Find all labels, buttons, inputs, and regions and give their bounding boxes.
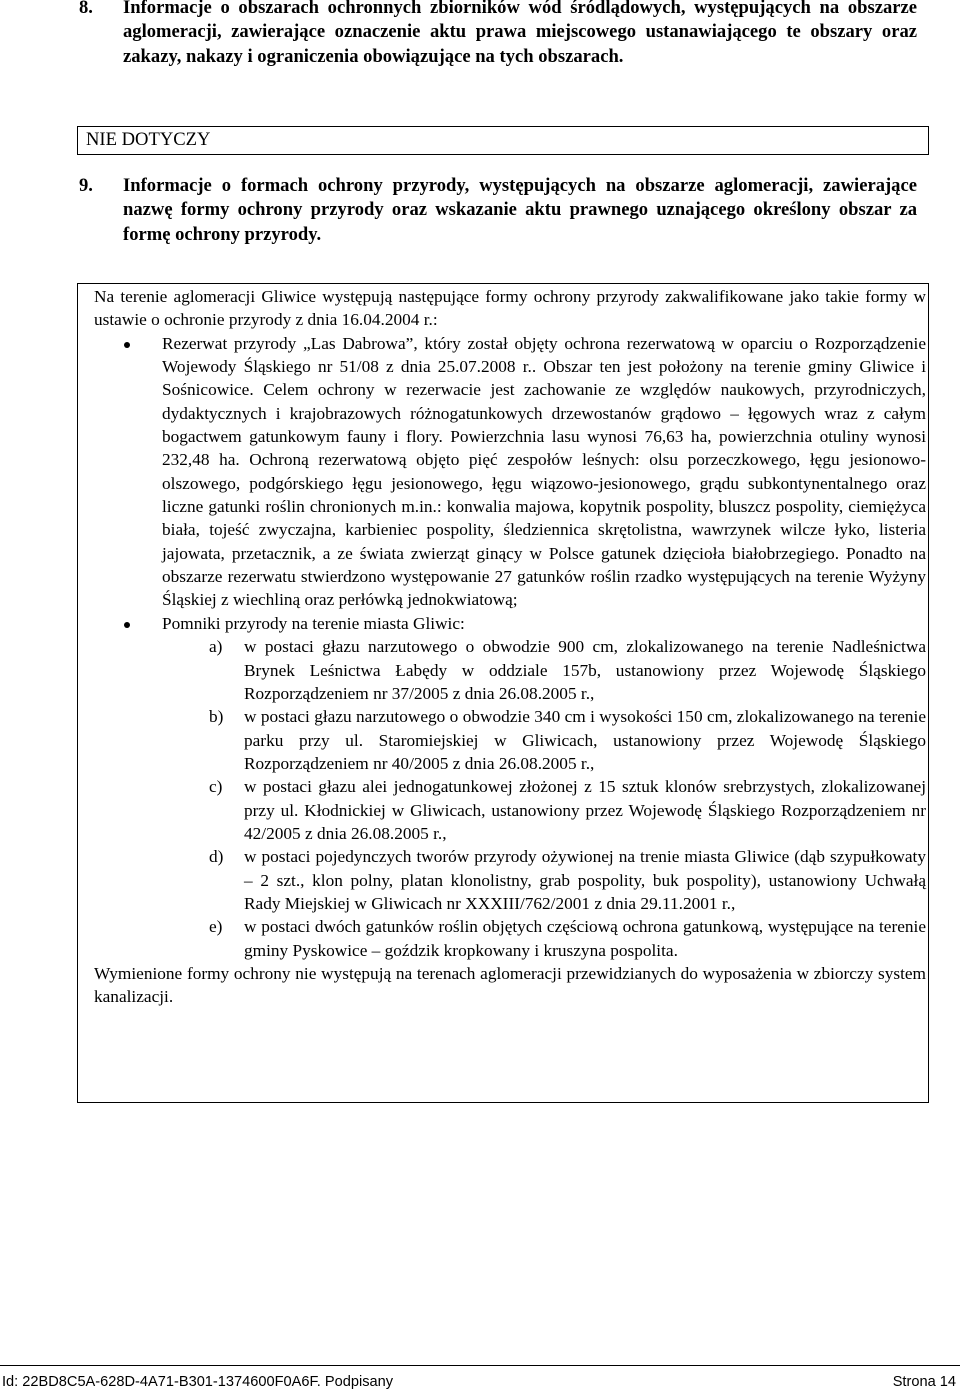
- item-text: w postaci głazu narzutowego o obwodzie 900 cm, zlokalizowanego na terenie Nadleśnictwa Brynek Leśnictwa Łabędy w oddziale 157b, ustanowiony przez Wojewodę Śląskiego Rozporządzeniem nr 37/2005 z dnia 26.08.2005 r.,: [244, 637, 926, 703]
- section-title: Informacje o formach ochrony przyrody, występujących na obszarze aglomeracji, zawierające nazwę formy ochrony przyrody oraz wskazanie aktu prawnego uznającego określony obszar za formę ochrony przyrody.: [123, 175, 917, 245]
- section-9-heading: [79, 174, 917, 247]
- item-text: w postaci głazu alei jednogatunkowej złożonej z 15 sztuk klonów srebrzystych, zlokalizowanej przy ul. Kłodnickiej w Gliwicach, ustanowiony przez Wojewodę Śląskiego Rozporządzeniem nr 42/2005 z dnia 26.08.2005 r.,: [244, 777, 926, 843]
- item-text: w postaci głazu narzutowego o obwodzie 340 cm i wysokości 150 cm, zlokalizowanego na terenie parku przy ul. Staromiejskiej w Gliwicach, ustanowiony przez Wojewodę Śląskiego Rozporządzeniem nr 40/2005 z dnia 26.08.2005 r.,: [244, 707, 926, 773]
- item-label: e): [209, 917, 223, 937]
- nature-protection-box: [77, 283, 929, 1103]
- bullet-icon: [124, 342, 130, 348]
- section-title: Informacje o obszarach ochronnych zbiorników wód śródlądowych, występujących na obszarze aglomeracji, zawierające oznaczenie aktu prawa miejscowego ustanawiającego te obszary oraz zakazy, nakazy i ograniczenia obowiązujące na tych obszarach.: [123, 0, 917, 67]
- bullet-text: Pomniki przyrody na terenie miasta Gliwic:: [162, 613, 465, 633]
- page-footer: [0, 1365, 960, 1390]
- list-item: [94, 635, 926, 705]
- item-label: c): [209, 777, 223, 797]
- box-content: [94, 285, 926, 1009]
- list-item: [94, 705, 926, 775]
- intro-paragraph: Na terenie aglomeracji Gliwice występują następujące formy ochrony przyrody zakwalifikowane jako takie formy w ustawie o ochronie przyrody z dnia 16.04.2004 r.:: [94, 287, 926, 330]
- item-label: d): [209, 847, 224, 867]
- page-number: Strona 14: [892, 1374, 956, 1390]
- section-number: 8.: [79, 0, 93, 18]
- not-applicable-box: [77, 126, 929, 155]
- list-item: [94, 915, 926, 962]
- list-item: [94, 845, 926, 915]
- section-number: 9.: [79, 175, 93, 196]
- item-text: w postaci dwóch gatunków roślin objętych częściową ochrona gatunkową, występujące na terenie gminy Pyskowice – goździk kropkowany i kruszyna pospolita.: [244, 917, 926, 960]
- section-8-heading: [79, 0, 917, 69]
- not-applicable-text: NIE DOTYCZY: [86, 129, 211, 150]
- bullet-icon: [124, 622, 130, 628]
- item-label: b): [209, 707, 224, 727]
- list-item: [94, 775, 926, 845]
- item-label: a): [209, 637, 223, 657]
- bullet-natural-monuments: [94, 612, 926, 635]
- document-id: Id: 22BD8C5A-628D-4A71-B301-1374600F0A6F. Podpisany: [2, 1374, 394, 1390]
- closing-paragraph: Wymienione formy ochrony nie występują na terenach aglomeracji przewidzianych do wyposażenia w zbiorczy system kanalizacji.: [94, 963, 926, 1007]
- bullet-text: Rezerwat przyrody „Las Dabrowa”, który został objęty ochrona rezerwatową w oparciu o Rozporządzenie Wojewody Śląskiego nr 51/08 z dnia 25.07.2008 r.. Obszar ten jest położony na terenie gminy Gliwice i Sośnicowice. Celem ochrony w rezerwacie jest zachowanie ze względów naukowych, przyrodniczych, dydaktycznych i krajobrazowych różnogatunkowych drzewostanów grądowo – łęgowych wraz z całym bogactwem gatunkowym fauny i flory. Powierzchnia lasu wynosi 76,63 ha, powierzchnia otuliny wynosi 232,48 ha. Ochroną rezerwatową objęto pięć zespołów leśnych: olsu porzeczkowego, łęgu jesionowo-olszowego, podgórskiego łęgu jesionowego, łęgu wiązowo-jesionowego, grądu subkontynentalnego oraz liczne gatunki roślin chronionych m.in.: konwalia majowa, kopytnik pospolity, bluszcz pospolity, ciemiężyca biała, tojeść zwyczajna, karbieniec pospolity, śledziennica skrętolistna, wawrzynek wilcze łyko, listeria jajowata, przetacznik, a ze świata zwierząt ginący w Polsce gatunek dzięcioła białobrzegiego. Ponadto na obszarze rezerwatu stwierdzono występowanie 27 gatunków roślin rzadko występujących na terenie Wyżyny Śląskiej z wiechliną oraz perłówką jednokwiatową;: [162, 333, 926, 610]
- bullet-nature-reserve: [94, 332, 926, 612]
- item-text: w postaci pojedynczych tworów przyrody ożywionej na trenie miasta Gliwice (dąb szypułkowaty – 2 szt., klon polny, platan klonolistny, grab pospolity, buk pospolity), ustanowiony Uchwałą Rady Miejskiej w Gliwicach nr XXXIII/762/2001 z dnia 29.11.2001 r.,: [244, 847, 926, 913]
